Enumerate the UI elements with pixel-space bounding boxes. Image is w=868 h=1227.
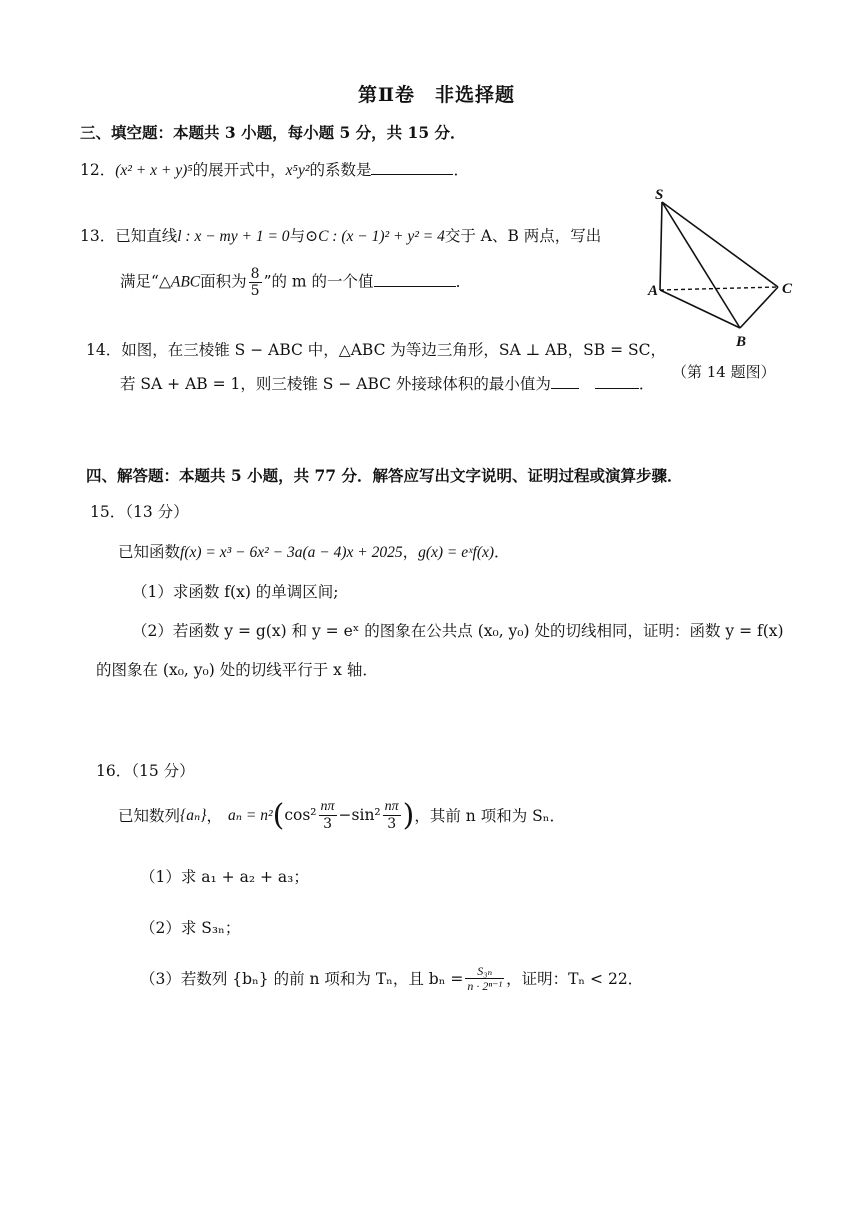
q13-text-f: ”的 m 的一个值 — [263, 272, 374, 291]
question-16-part1: （1）求 a₁ + a₂ + a₃； — [140, 868, 309, 886]
q13-text-d: 满足“ — [120, 272, 159, 291]
question-14-line1 — [86, 338, 666, 360]
question-13-line2 — [120, 266, 471, 299]
question-13-line1 — [80, 224, 601, 246]
q16-minus: − — [338, 806, 352, 824]
q16-sin-fraction-den: 3 — [387, 815, 397, 832]
q13-end: ． — [455, 272, 472, 291]
q13-text-b: 与 — [289, 227, 306, 245]
question-12 — [80, 158, 469, 180]
question-14-line2 — [120, 372, 654, 394]
q13-number: 13． — [80, 227, 116, 245]
q14-answer-blank-a[interactable] — [551, 374, 579, 389]
q14-answer-blank-b[interactable] — [595, 374, 639, 389]
q16-sin-fraction-num: nπ — [384, 798, 399, 814]
q13-triangle: △ABC — [158, 273, 201, 291]
q13-fraction-numerator: 8 — [250, 266, 260, 282]
question-15-given: 已知函数f(x) = x³ − 6x² − 3a(a − 4)x + 2025，g(x) = eˣf(x)． — [118, 543, 510, 561]
q16-p3-text-b: ，证明：Tₙ < 22． — [506, 970, 644, 988]
part-title: 第Ⅱ卷 非选择题 — [358, 84, 516, 106]
q15-text-a: 已知函数 — [118, 543, 181, 561]
q12-text-a: 的展开式中， — [192, 161, 286, 179]
section4-heading: 四、解答题：本题共 5 小题，共 77 分．解答应写出文字说明、证明过程或演算步骤． — [86, 466, 683, 485]
q13-line-equation: l : x − my + 1 = 0 — [177, 228, 290, 245]
vertex-label-C: C — [782, 281, 793, 297]
q16-text-a: 已知数列 — [118, 807, 181, 825]
q16-cos-fraction-den: 3 — [323, 815, 332, 832]
q16-bn-denominator: n · 2ⁿ⁻¹ — [467, 978, 503, 993]
q15-end: ． — [494, 543, 510, 561]
q14-end: ． — [638, 375, 655, 393]
q12-end: ． — [453, 161, 469, 179]
q12-expression: (x² + x + y)⁵ — [115, 162, 193, 179]
question-16-number: 16．（15 分） — [96, 762, 195, 780]
q16-bn-numerator: S₃ₙ — [465, 964, 504, 979]
question-15-number: 15．（13 分） — [90, 503, 189, 521]
vertex-label-A: A — [648, 283, 659, 299]
edge-SA — [660, 202, 662, 290]
q14-text-2: 若 SA + AB = 1，则三棱锥 S − ABC 外接球体积的最小值为 — [120, 375, 551, 393]
q16-an-lhs: aₙ = n² — [227, 806, 273, 824]
edge-BC — [740, 287, 778, 328]
edge-SC — [662, 202, 778, 287]
q15-f-definition: f(x) = x³ − 6x² − 3a(a − 4)x + 2025 — [180, 544, 403, 561]
q13-text-a: 已知直线 — [115, 227, 178, 245]
q13-fraction-denominator: 5 — [250, 283, 260, 299]
q13-area-fraction — [249, 266, 262, 299]
vertex-label-B: B — [736, 334, 747, 350]
q16-cos-fraction-num: nπ — [320, 798, 335, 814]
q16-sin-fraction — [383, 799, 401, 832]
q13-answer-blank[interactable] — [374, 272, 456, 287]
q16-sin: sin² — [351, 806, 381, 824]
vertex-label-S: S — [655, 187, 664, 203]
figure-caption: （第 14 题图） — [672, 363, 776, 381]
q16-text-b: ，其前 n 项和为 Sₙ． — [414, 807, 565, 825]
q12-answer-blank[interactable] — [371, 160, 453, 175]
q16-p3-text-a: （3）若数列 {bₙ} 的前 n 项和为 Tₙ，且 bₙ = — [140, 970, 464, 988]
question-16-part3 — [140, 958, 643, 998]
q13-text-e: 面积为 — [200, 272, 247, 291]
q16-bn-fraction — [465, 964, 504, 993]
question-15-part1: （1）求函数 f(x) 的单调区间; — [132, 583, 339, 601]
section3-heading: 三、填空题：本题共 3 小题，每小题 5 分，共 15 分． — [80, 123, 466, 142]
q12-term: x⁵y² — [285, 162, 310, 179]
question-16-given: 已知数列 {aₙ} ， aₙ = n² ( cos² $\frac{n\pi}{3}$ − sin² $\frac{n\pi}{3}$ ) ，其前 n 项和为 Sₙ． — [118, 797, 565, 833]
question-16-part2: （2）求 S₃ₙ； — [140, 919, 241, 937]
q13-text-c: 交于 A、B 两点，写出 — [444, 227, 602, 245]
q13-circle-equation: ⊙C : (x − 1)² + y² = 4 — [305, 228, 445, 245]
question-15-part2-line2: 的图象在 (x₀, y₀) 处的切线平行于 x 轴． — [96, 661, 378, 679]
question-15-part2-line1: （2）若函数 y = g(x) 和 y = eˣ 的图象在公共点 (x₀, y₀) 处的切线相同，证明：函数 y = f(x) — [132, 622, 784, 640]
q16-cos-fraction — [319, 799, 337, 832]
q16-sequence: {aₙ} — [180, 806, 207, 824]
q15-g-definition: g(x) = eˣf(x) — [418, 544, 495, 561]
q12-text-b: 的系数是 — [309, 161, 372, 179]
q12-number: 12． — [80, 161, 116, 179]
pyramid-figure — [640, 180, 810, 355]
q16-cos: cos² — [284, 806, 317, 824]
q14-text-1: 如图，在三棱锥 S − ABC 中，△ABC 为等边三角形，SA ⊥ AB，SB = SC， — [121, 341, 667, 359]
edge-AC-hidden — [660, 287, 778, 290]
q14-number: 14． — [86, 341, 122, 359]
